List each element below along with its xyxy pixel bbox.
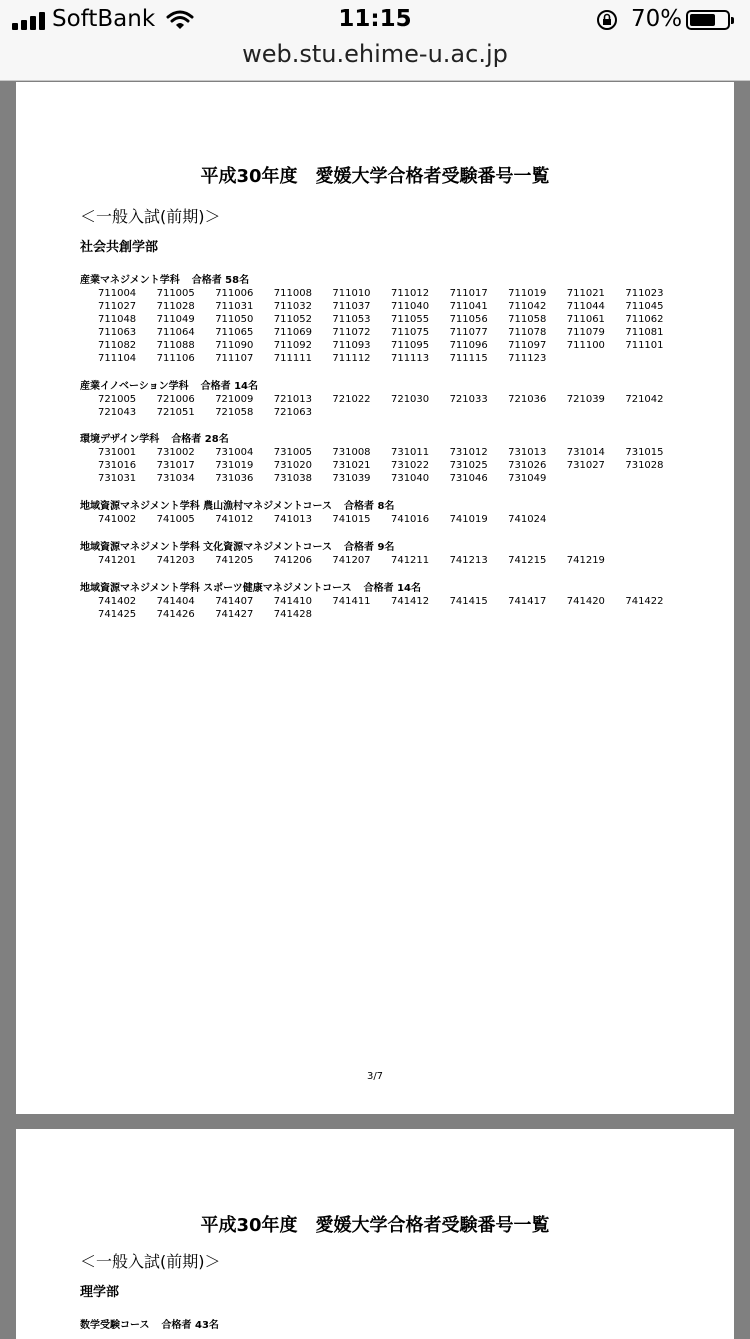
exam-number: 741016 [390, 514, 430, 525]
exam-number: 731019 [215, 460, 254, 471]
exam-number: 731008 [332, 447, 371, 458]
exam-number: 711058 [508, 314, 547, 325]
exam-number: 741415 [449, 596, 488, 607]
department-name: 地域資源マネジメント学科 スポーツ健康マネジメントコース [80, 583, 352, 594]
exam-number-list [98, 287, 720, 365]
exam-number: 711112 [332, 353, 371, 364]
exam-number: 731049 [508, 473, 547, 484]
exam-number: 711004 [98, 288, 137, 299]
exam-number: 711072 [332, 327, 371, 338]
exam-number: 711093 [332, 340, 371, 351]
exam-number: 741411 [332, 596, 371, 607]
exam-number: 721043 [98, 407, 137, 418]
exam-number: 741205 [215, 555, 254, 566]
pdf-page [16, 82, 734, 1114]
exam-number: 731011 [390, 447, 430, 458]
battery-percentage: 70% [631, 6, 683, 32]
exam-number: 711115 [449, 353, 488, 364]
exam-number: 721036 [508, 394, 547, 405]
exam-number: 721039 [566, 394, 605, 405]
exam-number: 711037 [332, 301, 371, 312]
exam-number: 711049 [156, 314, 195, 325]
exam-number: 741015 [332, 514, 371, 525]
exam-number: 711031 [215, 301, 254, 312]
exam-number: 731017 [156, 460, 195, 471]
browser-header [0, 0, 750, 81]
exam-number: 741024 [508, 514, 547, 525]
exam-number: 711096 [449, 340, 488, 351]
exam-number: 731020 [273, 460, 312, 471]
department-section [80, 500, 720, 526]
exam-number: 711063 [98, 327, 137, 338]
department-name: 産業マネジメント学科 [80, 275, 180, 286]
exam-number: 711041 [449, 301, 488, 312]
exam-number: 711082 [98, 340, 137, 351]
exam-number: 741211 [390, 555, 430, 566]
exam-number: 741012 [215, 514, 254, 525]
department-section [80, 582, 720, 621]
exam-number: 731031 [98, 473, 137, 484]
exam-number: 711045 [625, 301, 664, 312]
exam-number: 711019 [508, 288, 547, 299]
department-name: 産業イノベーション学科 [80, 381, 189, 392]
passer-count: 合格者 14名 [200, 381, 259, 392]
exam-number: 711008 [273, 288, 312, 299]
exam-number: 731013 [508, 447, 547, 458]
exam-number: 731004 [215, 447, 254, 458]
department-heading [80, 1319, 720, 1332]
exam-number: 711027 [98, 301, 137, 312]
exam-number: 711095 [390, 340, 430, 351]
passer-count: 合格者 43名 [161, 1320, 219, 1331]
exam-number: 711006 [215, 288, 254, 299]
exam-number: 741426 [156, 609, 195, 620]
department-section [80, 541, 720, 567]
exam-number: 711062 [625, 314, 664, 325]
exam-number: 711032 [273, 301, 312, 312]
exam-number: 731022 [390, 460, 430, 471]
exam-number: 711064 [156, 327, 195, 338]
exam-number: 741002 [98, 514, 137, 525]
exam-number: 711061 [566, 314, 605, 325]
exam-number: 711040 [390, 301, 430, 312]
exam-number-list [98, 446, 720, 485]
exam-number-list [98, 393, 720, 419]
exam-number: 731046 [449, 473, 488, 484]
battery-icon [686, 10, 730, 30]
address-bar-url[interactable]: web.stu.ehime-u.ac.jp [242, 40, 508, 68]
exam-number: 741404 [156, 596, 195, 607]
exam-number: 731021 [332, 460, 371, 471]
exam-number: 711078 [508, 327, 547, 338]
exam-number: 731036 [215, 473, 254, 484]
department-heading [80, 582, 720, 595]
department-name: 環境デザイン学科 [80, 434, 160, 445]
exam-number: 711090 [215, 340, 254, 351]
exam-number: 741206 [273, 555, 312, 566]
exam-number: 741207 [332, 555, 371, 566]
exam-number: 721006 [156, 394, 195, 405]
department-heading [80, 274, 720, 287]
exam-number: 731012 [449, 447, 488, 458]
exam-number: 731014 [566, 447, 605, 458]
faculty-heading: 理学部 [80, 1285, 120, 1300]
exam-number: 711021 [566, 288, 605, 299]
exam-number: 731005 [273, 447, 312, 458]
department-heading [80, 380, 720, 393]
department-name: 地域資源マネジメント学科 文化資源マネジメントコース [80, 542, 332, 553]
passer-count: 合格者 8名 [343, 501, 395, 512]
exam-number: 741005 [156, 514, 195, 525]
exam-number: 711077 [449, 327, 488, 338]
exam-number: 741410 [273, 596, 312, 607]
department-name: 地域資源マネジメント学科 農山漁村マネジメントコース [80, 501, 332, 512]
department-heading [80, 500, 720, 513]
department-section [80, 380, 720, 419]
exam-number: 741417 [508, 596, 547, 607]
exam-number: 731025 [449, 460, 488, 471]
exam-number: 731028 [625, 460, 664, 471]
exam-number: 711055 [390, 314, 430, 325]
document-title: 平成30年度 愛媛大学合格者受験番号一覧 [200, 1215, 550, 1236]
passer-count: 合格者 58名 [191, 275, 250, 286]
exam-number: 711005 [156, 288, 195, 299]
department-section [80, 433, 720, 485]
exam-type-heading: ＜一般入試(前期)＞ [80, 207, 221, 226]
exam-number: 711113 [390, 353, 430, 364]
exam-number: 731039 [332, 473, 371, 484]
exam-number: 711123 [508, 353, 547, 364]
exam-number: 711104 [98, 353, 137, 364]
exam-number: 741215 [508, 555, 547, 566]
exam-number-list [98, 513, 720, 526]
exam-number: 711053 [332, 314, 371, 325]
exam-number: 711042 [508, 301, 547, 312]
exam-number: 711101 [625, 340, 664, 351]
status-bar [0, 0, 750, 40]
department-heading [80, 541, 720, 554]
exam-number: 721042 [625, 394, 664, 405]
exam-number: 731040 [390, 473, 430, 484]
department-section [80, 1319, 720, 1332]
exam-number: 741425 [98, 609, 137, 620]
faculty-heading: 社会共創学部 [80, 240, 159, 255]
exam-number: 711075 [390, 327, 430, 338]
exam-number: 741402 [98, 596, 137, 607]
exam-number-list [98, 595, 720, 621]
exam-number: 711056 [449, 314, 488, 325]
document-title: 平成30年度 愛媛大学合格者受験番号一覧 [200, 166, 550, 187]
exam-number: 741219 [566, 555, 605, 566]
exam-number: 731015 [625, 447, 664, 458]
exam-number: 731027 [566, 460, 605, 471]
exam-number: 721013 [273, 394, 312, 405]
exam-number: 721063 [273, 407, 312, 418]
exam-number: 711050 [215, 314, 254, 325]
passer-count: 合格者 9名 [343, 542, 395, 553]
exam-number: 711069 [273, 327, 312, 338]
page-number: 3/7 [366, 1071, 384, 1082]
exam-number: 721030 [390, 394, 430, 405]
exam-number: 711081 [625, 327, 664, 338]
exam-number: 731016 [98, 460, 137, 471]
department-heading [80, 433, 720, 446]
exam-number: 711010 [332, 288, 371, 299]
exam-number: 711092 [273, 340, 312, 351]
exam-number: 711088 [156, 340, 195, 351]
exam-number: 711079 [566, 327, 605, 338]
exam-number: 721058 [215, 407, 254, 418]
exam-number: 741013 [273, 514, 312, 525]
exam-number: 711111 [273, 353, 312, 364]
exam-number: 711012 [390, 288, 430, 299]
exam-number: 711107 [215, 353, 254, 364]
department-section [80, 274, 720, 365]
exam-number: 741427 [215, 609, 254, 620]
exam-type-heading: ＜一般入試(前期)＞ [80, 1252, 221, 1271]
exam-number: 731038 [273, 473, 312, 484]
exam-number: 721022 [332, 394, 371, 405]
passer-count: 合格者 28名 [171, 434, 229, 445]
exam-number: 711052 [273, 314, 312, 325]
exam-number-list [98, 554, 720, 567]
exam-number: 741203 [156, 555, 195, 566]
exam-number: 711097 [508, 340, 547, 351]
exam-number: 731026 [508, 460, 547, 471]
exam-number: 711017 [449, 288, 488, 299]
exam-number: 711048 [98, 314, 137, 325]
exam-number: 741019 [449, 514, 488, 525]
exam-number: 721009 [215, 394, 254, 405]
carrier-name: SoftBank [52, 6, 156, 32]
exam-number: 741201 [98, 555, 137, 566]
exam-number: 711106 [156, 353, 195, 364]
exam-number: 741407 [215, 596, 254, 607]
department-name: 数学受験コース [80, 1320, 150, 1331]
exam-number: 741422 [625, 596, 664, 607]
exam-number: 721033 [449, 394, 488, 405]
rotation-lock-icon [596, 9, 618, 31]
exam-number: 721005 [98, 394, 137, 405]
exam-number: 731001 [98, 447, 137, 458]
pdf-page [16, 1129, 734, 1339]
exam-number: 741420 [566, 596, 605, 607]
exam-number: 711100 [566, 340, 605, 351]
exam-number: 741213 [449, 555, 488, 566]
exam-number: 741412 [390, 596, 430, 607]
exam-number: 741428 [273, 609, 312, 620]
exam-number: 711028 [156, 301, 195, 312]
exam-number: 721051 [156, 407, 195, 418]
exam-number: 711065 [215, 327, 254, 338]
passer-count: 合格者 14名 [363, 583, 421, 594]
exam-number: 731034 [156, 473, 195, 484]
exam-number: 711044 [566, 301, 605, 312]
exam-number: 711023 [625, 288, 664, 299]
exam-number: 731002 [156, 447, 195, 458]
status-time: 11:15 [338, 6, 412, 32]
